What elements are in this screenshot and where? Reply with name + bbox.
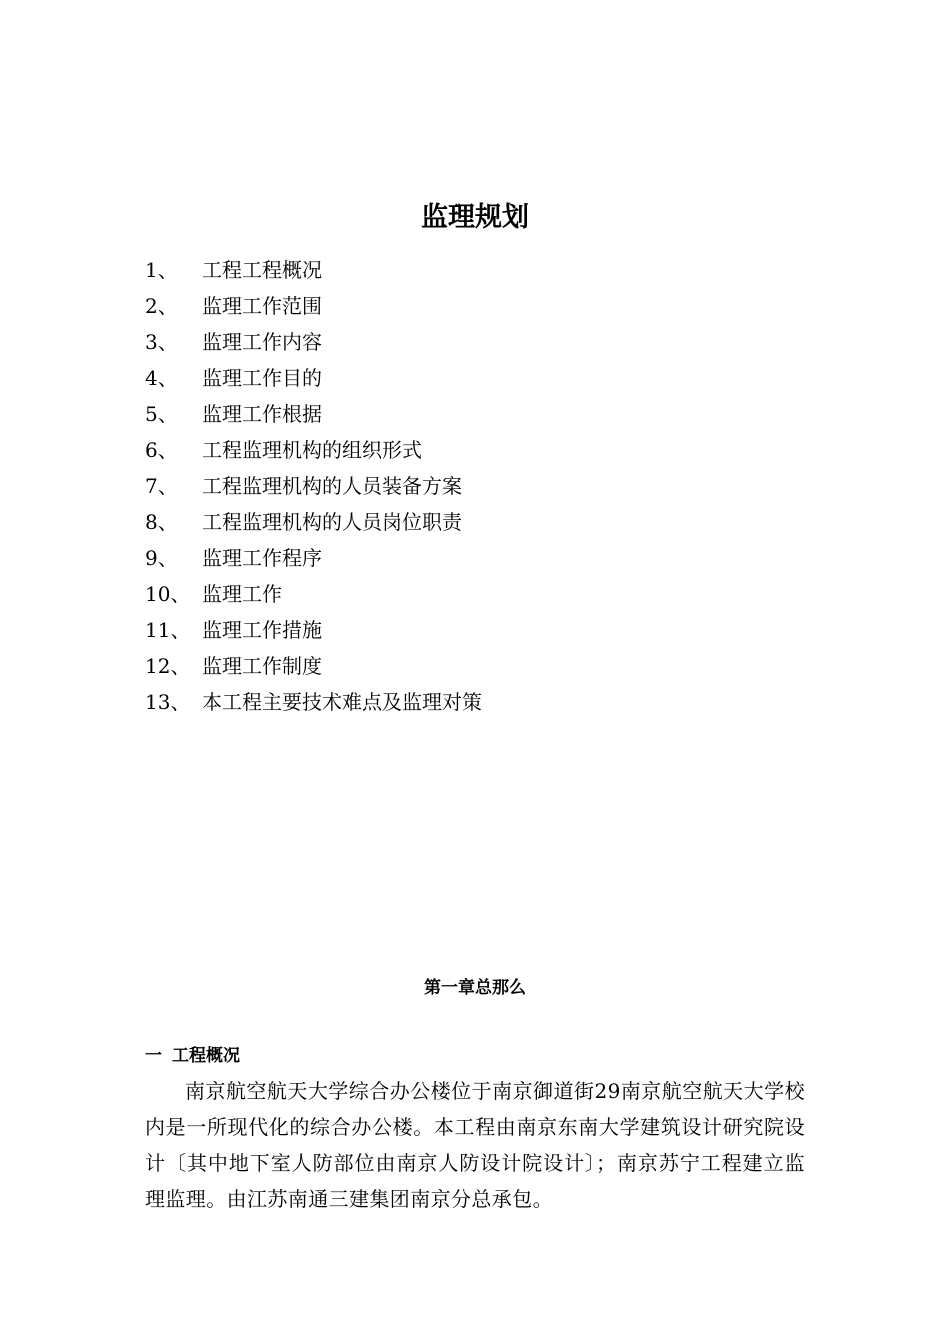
toc-item <box>145 648 482 684</box>
section-title: 工程概况 <box>172 1046 240 1066</box>
toc-item-number: 4、 <box>145 366 178 390</box>
toc-item <box>145 468 482 504</box>
toc-item-text: 监理工作 <box>202 582 282 606</box>
chapter-title: 第一章总那么 <box>424 978 526 998</box>
toc-item-number: 13、 <box>145 690 191 714</box>
toc-item-number: 2、 <box>145 294 178 318</box>
toc-item-text: 工程监理机构的组织形式 <box>202 438 422 462</box>
section-heading <box>145 1043 240 1069</box>
toc-item-text: 工程监理机构的人员装备方案 <box>202 474 462 498</box>
toc-item <box>145 504 482 540</box>
toc-item <box>145 396 482 432</box>
toc-item-text: 工程工程概况 <box>202 258 322 282</box>
toc-item-text: 监理工作根据 <box>202 402 322 426</box>
toc-item-text: 监理工作制度 <box>202 654 322 678</box>
body-paragraph: 南京航空航天大学综合办公楼位于南京御道街29南京航空航天大学校内是一所现代化的综合办公楼。本工程由南京东南大学建筑设计研究院设计〔其中地下室人防部位由南京人防设计院设计〕；南京苏宁工程建立监理监理。由江苏南通三建集团南京分总承包。 <box>145 1079 805 1211</box>
toc-item <box>145 324 482 360</box>
section-number: 一 <box>145 1046 162 1066</box>
toc-item-number: 9、 <box>145 546 178 570</box>
toc-item <box>145 612 482 648</box>
toc-item-number: 11、 <box>145 618 191 642</box>
toc-item-number: 10、 <box>145 582 191 606</box>
toc-item <box>145 576 482 612</box>
toc-item <box>145 288 482 324</box>
document-title: 监理规划 <box>421 202 529 233</box>
toc-item-number: 6、 <box>145 438 178 462</box>
toc-item-number: 8、 <box>145 510 178 534</box>
toc-item-number: 5、 <box>145 402 178 426</box>
toc-item-text: 本工程主要技术难点及监理对策 <box>202 690 482 714</box>
toc-item-number: 7、 <box>145 474 178 498</box>
toc-item <box>145 432 482 468</box>
toc-item-number: 12、 <box>145 654 191 678</box>
toc-item-number: 3、 <box>145 330 178 354</box>
toc-item-text: 监理工作范围 <box>202 294 322 318</box>
toc-item-text: 监理工作措施 <box>202 618 322 642</box>
toc-item-text: 工程监理机构的人员岗位职责 <box>202 510 462 534</box>
toc-item-number: 1、 <box>145 258 178 282</box>
toc-item <box>145 684 482 720</box>
toc-item <box>145 360 482 396</box>
toc-item-text: 监理工作目的 <box>202 366 322 390</box>
toc-item <box>145 540 482 576</box>
toc-item-text: 监理工作程序 <box>202 546 322 570</box>
toc-item <box>145 252 482 288</box>
toc-item-text: 监理工作内容 <box>202 330 322 354</box>
table-of-contents <box>145 252 482 720</box>
